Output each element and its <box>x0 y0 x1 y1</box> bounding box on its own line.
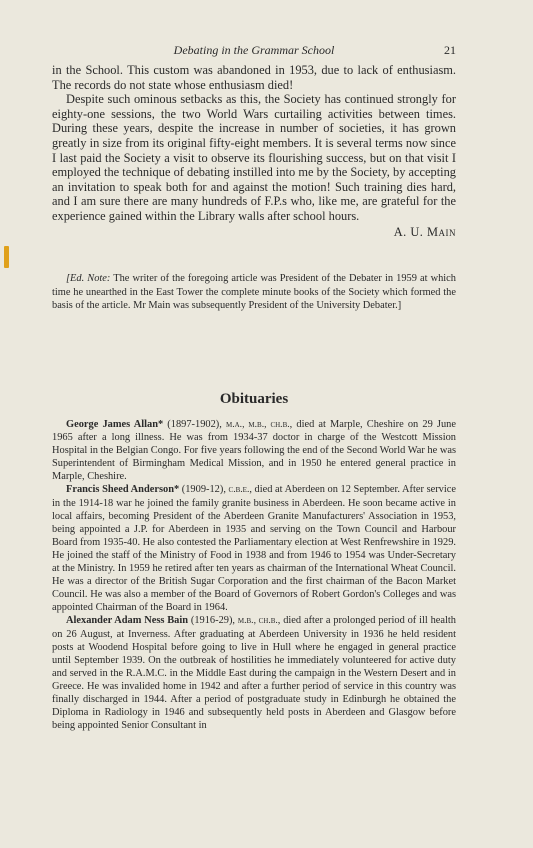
obituary-name: George James Allan* <box>66 419 164 430</box>
obituary-degrees: m.b., ch.b. <box>237 615 278 627</box>
obituary-name: Alexander Adam Ness Bain <box>66 615 189 627</box>
page-tab-marker <box>4 246 9 268</box>
page-number: 21 <box>444 43 456 57</box>
obituary-list <box>52 418 456 732</box>
article-paragraph: Despite such ominous setbacks as this, the Society has continued strongly for eighty-one sessions, the two World Wars curtailing activities between times. During these years, despite the increase in number of societies, it has grown greatly in size from its original fifty-eight members. It is several terms now since I last paid the Society a visit to observe its flourishing success, but on that visit I employed the technique of debating instilled into me by the Society, by accepting an invitation to speak both for and against the motion! Such training dies hard, and I am sure there are many hundreds of F.P.s who, like me, are grateful for the experience gained within the Library walls after school hours. <box>52 92 456 223</box>
obituary-name: Francis Sheed Anderson* <box>66 484 180 496</box>
obituary-entry <box>52 614 456 732</box>
article-body <box>52 63 456 239</box>
running-head <box>52 42 456 58</box>
obituary-entry <box>52 418 456 483</box>
obituary-degrees: c.b.e. <box>228 484 250 496</box>
author-signature: A. U. Main <box>393 224 456 239</box>
obituary-years: (1897-1902), <box>163 419 226 430</box>
article-paragraph: in the School. This custom was abandoned in 1953, due to lack of enthusiasm. The records do not state whose enthusiasm died! <box>52 63 456 92</box>
section-heading: Obituaries <box>219 391 289 407</box>
obituary-degrees: m.a., m.b., ch.b. <box>226 419 290 430</box>
obituary-years: (1916-29), <box>188 615 238 627</box>
obituary-text: , died at Aberdeen on 12 September. After service in the 1914-18 war he joined the family granite business in Aberdeen. He soon became active in local affairs, becoming President of the Aberdeen Granite Manufacturers' Association in 1953, being appointed a J.P. for Aberdeen in 1935 and serving on the Town Council and Harbour Board from 1935-40. He also contested the Parliamentary election at West Renfrewshire in 1929. He joined the staff of the Ministry of Food in 1938 and from 1946 to 1954 was Under-Secretary at the Ministry. In 1959 he retired after ten years as chairman of the International Wheat Council. He was a director of the British Sugar Corporation and the first chairman of the Bacon Market Council. He was also a member of the Board of Governors of Robert Gordon's Colleges and was appointed Chairman of the Board in 1964. <box>52 484 456 614</box>
obituary-entry <box>52 483 456 614</box>
obituary-text: , died at Marple, Cheshire on 29 June 1965 after a long illness. He was from 1934-37 doctor in charge of the Westcott Mission Hospital in the Belgian Congo. For five years following the end of the Second World War he was Superintendent of Birmingham Medical Mission, and in 1950 he entered general practice in Marple, Cheshire. <box>52 419 456 483</box>
editor-note <box>52 272 456 313</box>
obituary-years: (1909-12), <box>179 484 229 496</box>
editor-note-label: [Ed. Note: <box>66 273 111 284</box>
obituary-text: , died after a prolonged period of ill health on 26 August, at Inverness. After graduating at Aberdeen University in 1936 he held resident posts at Woodend Hospital before going to live in Hull where he engaged in general practice until September 1939. On the outbreak of hostilities he immediately volunteered for active duty and served in the R.A.M.C. in the Middle East during the campaign in the Western Desert and in Greece. He was invalided home in 1942 and after a further period of service in this country was finally discharged in 1944. After a period of postgraduate study in Edinburgh he obtained the Diploma in Radiology in 1946 and subsequently held posts in Aberdeen and Glasgow before being appointed Senior Consultant in <box>52 615 456 732</box>
editor-note-text: The writer of the foregoing article was President of the Debater in 1959 at which time he unearthed in the East Tower the complete minute books of the Society which formed the basis of the article. Mr Main was subsequently President of the University Debater.] <box>52 273 456 312</box>
running-title: Debating in the Grammar School <box>173 43 335 57</box>
